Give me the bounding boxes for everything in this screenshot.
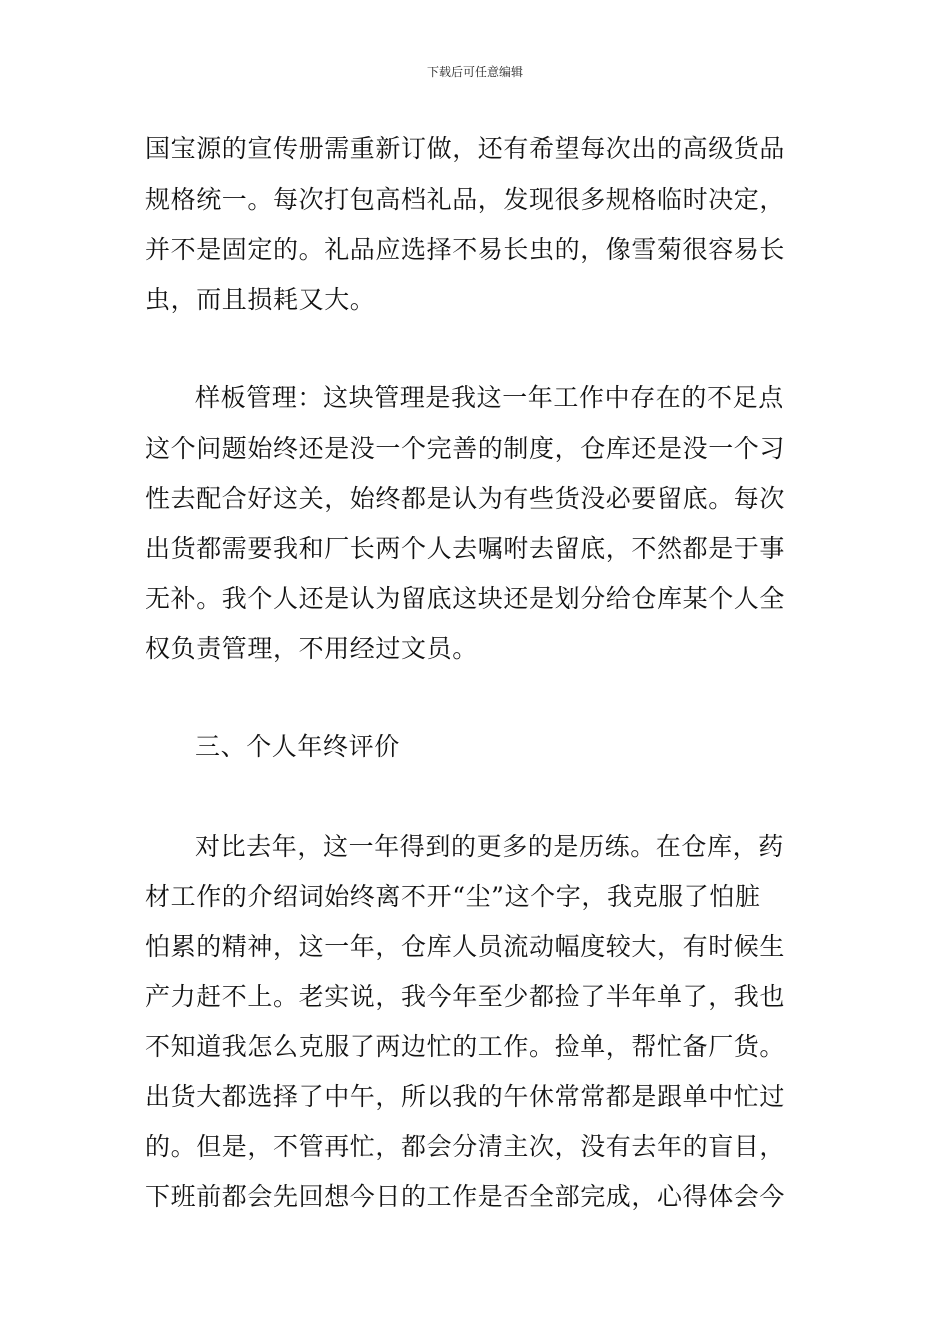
text-line: 样板管理：这块管理是我这一年工作中存在的不足点 bbox=[195, 383, 784, 412]
text-line: 材工作的介绍词始终离不开“尘”这个字，我克服了怕脏 bbox=[145, 882, 761, 911]
text-line: 规格统一。每次打包高档礼品，发现很多规格临时决定， bbox=[145, 185, 786, 214]
text-line: 下班前都会先回想今日的工作是否全部完成，心得体会今 bbox=[145, 1182, 786, 1211]
text-line: 出货大都选择了中午，所以我的午休常常都是跟单中忙过 bbox=[145, 1082, 786, 1111]
text-line: 性去配合好这关，始终都是认为有些货没必要留底。每次 bbox=[145, 484, 786, 513]
text-line: 这个问题始终还是没一个完善的制度，仓库还是没一个习 bbox=[145, 434, 786, 463]
text-line: 对比去年，这一年得到的更多的是历练。在仓库，药 bbox=[195, 832, 784, 861]
text-line: 三、个人年终评价 bbox=[195, 732, 400, 761]
text-line: 出货都需要我和厂长两个人去嘱咐去留底，不然都是于事 bbox=[145, 534, 786, 563]
text-line: 并不是固定的。礼品应选择不易长虫的，像雪菊很容易长 bbox=[145, 235, 786, 264]
page-header: 下载后可任意编辑 bbox=[426, 65, 523, 79]
text-line: 不知道我怎么克服了两边忙的工作。捡单，帮忙备厂货。 bbox=[145, 1032, 786, 1061]
text-line: 怕累的精神，这一年，仓库人员流动幅度较大，有时候生 bbox=[145, 932, 786, 961]
text-line: 国宝源的宣传册需重新订做，还有希望每次出的高级货品 bbox=[145, 134, 786, 163]
text-line: 产力赶不上。老实说，我今年至少都捡了半年单了，我也 bbox=[145, 982, 786, 1011]
text-line: 权负责管理，不用经过文员。 bbox=[145, 634, 478, 663]
text-line: 无补。我个人还是认为留底这块还是划分给仓库某个人全 bbox=[145, 584, 786, 613]
text-line: 的。但是，不管再忙，都会分清主次，没有去年的盲目， bbox=[145, 1132, 786, 1161]
text-line: 虫，而且损耗又大。 bbox=[145, 285, 376, 314]
